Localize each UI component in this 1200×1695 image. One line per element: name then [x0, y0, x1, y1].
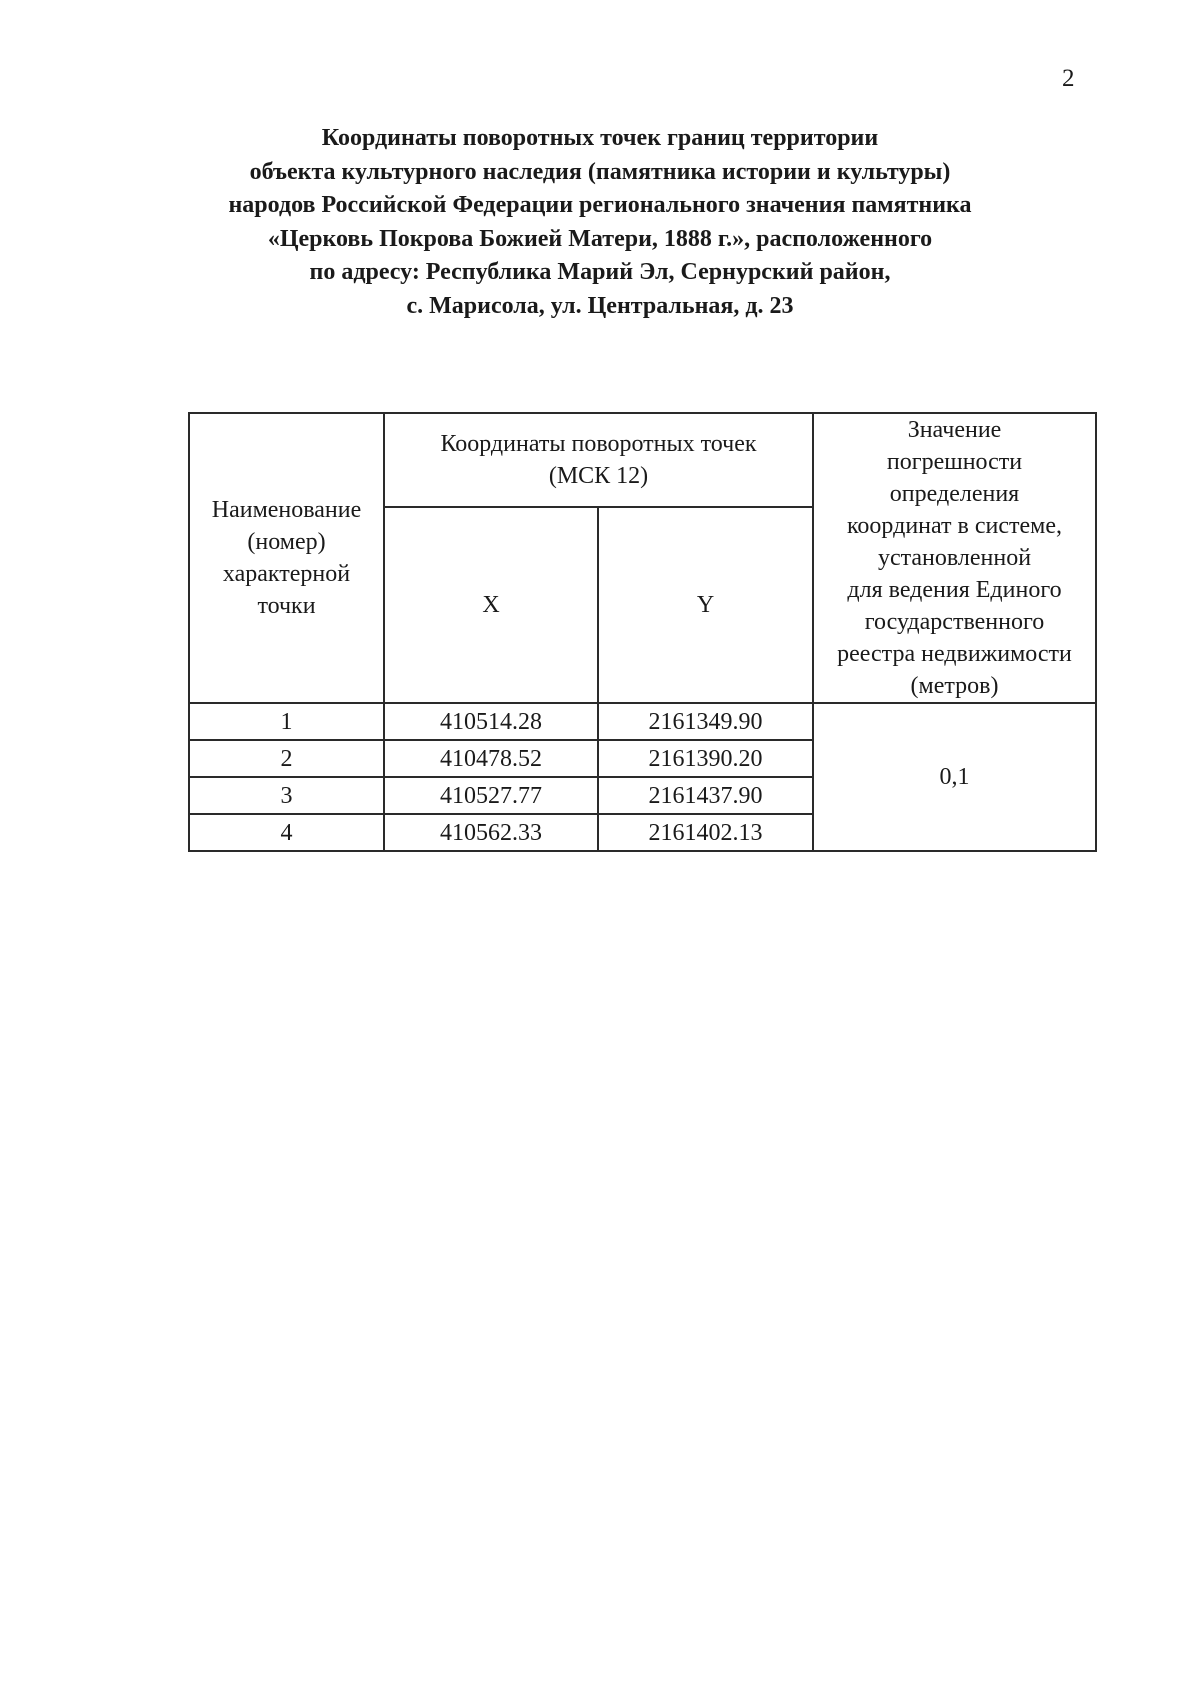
cell-y: 2161390.20: [598, 740, 813, 777]
cell-y: 2161349.90: [598, 703, 813, 740]
header-text: (МСК 12): [548, 463, 649, 489]
header-coordinates-group: [384, 413, 813, 507]
header-text: Значение: [907, 417, 1002, 443]
title-line: «Церковь Покрова Божией Матери, 1888 г.», расположенного: [267, 225, 933, 252]
header-text: (метров): [910, 673, 999, 699]
header-text: погрешности: [886, 449, 1023, 475]
title-line: народов Российской Федерации регионального значения памятника: [228, 192, 972, 218]
header-text: установленной: [877, 545, 1032, 571]
cell-x: 410562.33: [384, 814, 598, 851]
cell-x: 410527.77: [384, 777, 598, 814]
header-text: Координаты поворотных точек: [440, 431, 757, 457]
header-y: Y: [598, 507, 813, 703]
cell-y: 2161437.90: [598, 777, 813, 814]
table-row: [189, 703, 1096, 740]
header-text: реестра недвижимости: [837, 641, 1072, 667]
cell-y: 2161402.13: [598, 814, 813, 851]
header-x: X: [384, 507, 598, 703]
header-text: для ведения Единого: [847, 577, 1062, 603]
header-text: характерной: [222, 561, 351, 587]
coordinates-table: [188, 412, 1097, 852]
document-title: [150, 122, 1050, 323]
table-header-row: [189, 413, 1096, 507]
header-error-value: [813, 413, 1096, 703]
header-text: координат в системе,: [846, 513, 1062, 539]
cell-point-name: 2: [189, 740, 384, 777]
header-text: точки: [257, 593, 316, 619]
cell-error-value: 0,1: [813, 703, 1096, 851]
cell-x: 410478.52: [384, 740, 598, 777]
header-text: определения: [889, 481, 1020, 507]
header-text: (номер): [247, 529, 326, 555]
title-line: с. Марисола, ул. Центральная, д. 23: [406, 292, 794, 319]
cell-x: 410514.28: [384, 703, 598, 740]
cell-point-name: 4: [189, 814, 384, 851]
page-number: 2: [1062, 65, 1075, 92]
cell-point-name: 3: [189, 777, 384, 814]
header-text: Наименование: [211, 497, 362, 523]
header-text: государственного: [864, 609, 1045, 635]
title-line: Координаты поворотных точек границ территории: [321, 125, 879, 151]
header-point-name: [189, 413, 384, 703]
title-line: объекта культурного наследия (памятника истории и культуры): [249, 158, 951, 185]
cell-point-name: 1: [189, 703, 384, 740]
title-line: по адресу: Республика Марий Эл, Сернурский район,: [309, 259, 891, 285]
